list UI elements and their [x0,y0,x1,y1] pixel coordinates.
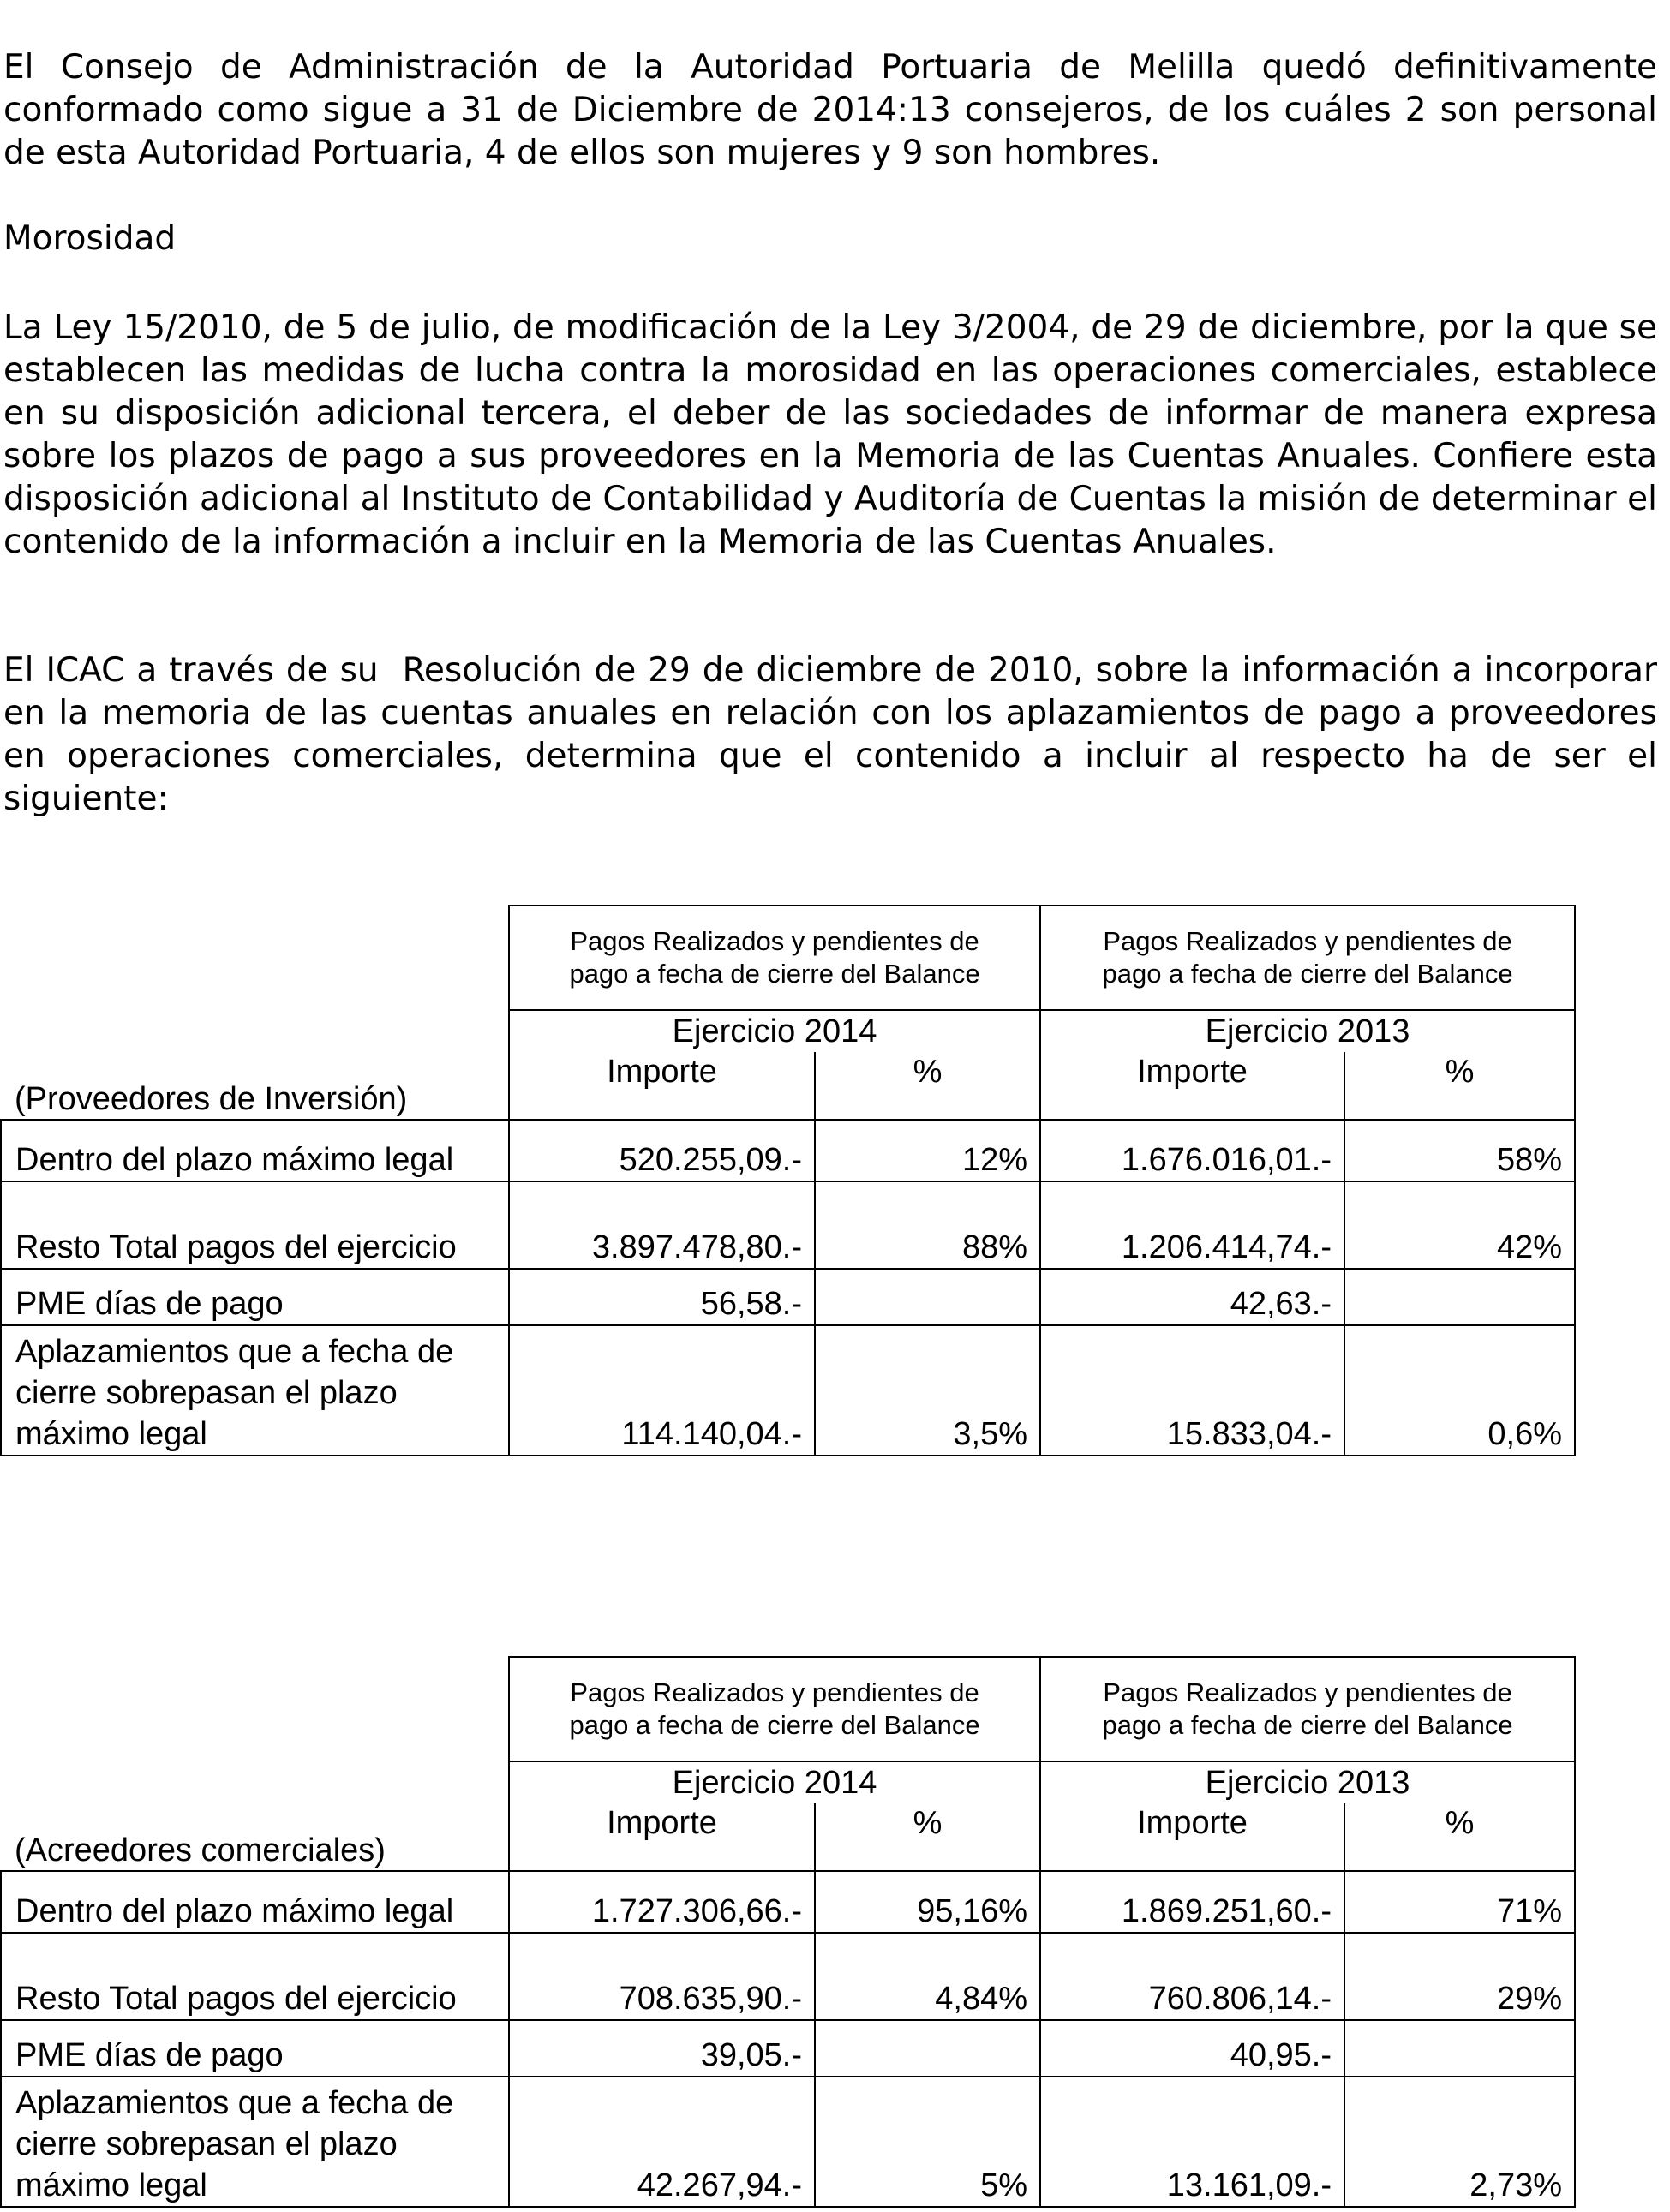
pct-header-2014: % [815,1803,1040,1871]
row-label: Dentro del plazo máximo legal [1,1871,509,1933]
row-label: PME días de pago [1,2020,509,2077]
importe-2014: 56,58.- [509,1269,815,1325]
pct-2014: 3,5% [815,1325,1040,1456]
pct-header-2013: % [1344,1803,1575,1871]
table-row [1,1120,1575,1181]
pct-2014: 88% [815,1181,1040,1269]
importe-2014: 3.897.478,80.- [509,1181,815,1269]
pagos-header-2013: Pagos Realizados y pendientes de pago a fecha de cierre del Balance [1040,906,1575,1010]
paragraph-consejo: El Consejo de Administración de la Autoridad Portuaria de Melilla quedó definitivamente conformado como sigue a 31 de Diciembre de 2014:13 consejeros, de los cuáles 2 son personal de esta Autoridad Portuaria, 4 de ellos son mujeres y 9 son hombres. [3,48,1668,172]
pct-2014 [815,1269,1040,1325]
importe-2013: 1.676.016,01.- [1040,1120,1344,1181]
row-label: Resto Total pagos del ejercicio [1,1933,509,2020]
importe-2014: 520.255,09.- [509,1120,815,1181]
pagos-header-2014: Pagos Realizados y pendientes de pago a fecha de cierre del Balance [509,1657,1040,1761]
ejercicio-2014-label: Ejercicio 2014 [509,1010,1040,1052]
table-row [1,1871,1575,1933]
pct-2013: 2,73% [1344,2077,1575,2207]
importe-2013: 13.161,09.- [1040,2077,1344,2207]
importe-header-2014: Importe [509,1052,815,1120]
ejercicio-2013-label: Ejercicio 2013 [1040,1761,1575,1803]
pct-header-2013: % [1344,1052,1575,1120]
importe-2013: 760.806,14.- [1040,1933,1344,2020]
importe-2014: 1.727.306,66.- [509,1871,815,1933]
importe-2014: 39,05.- [509,2020,815,2077]
row-label: Resto Total pagos del ejercicio [1,1181,509,1269]
importe-2013: 42,63.- [1040,1269,1344,1325]
pagos-header-2014: Pagos Realizados y pendientes de pago a fecha de cierre del Balance [509,906,1040,1010]
importe-header-2014: Importe [509,1803,815,1871]
row-label: Aplazamientos que a fecha de cierre sobrepasan el plazo máximo legal [1,2077,509,2207]
pct-2014: 4,84% [815,1933,1040,2020]
importe-2014: 708.635,90.- [509,1933,815,2020]
section-label: (Acreedores comerciales) [1,1803,509,1871]
section-label: (Proveedores de Inversión) [1,1052,509,1120]
pagos-header-2013: Pagos Realizados y pendientes de pago a fecha de cierre del Balance [1040,1657,1575,1761]
table-row [1,2020,1575,2077]
paragraph-icac: El ICAC a través de su Resolución de 29 de diciembre de 2010, sobre la información a incorporar en la memoria de las cuentas anuales en relación con los aplazamientos de pago a proveedores en operaciones comerciales, determina que el contenido a incluir al respecto ha de ser el siguiente: [3,651,1668,818]
table-row [1,1269,1575,1325]
heading-morosidad: Morosidad [3,219,177,258]
row-label: Aplazamientos que a fecha de cierre sobrepasan el plazo máximo legal [1,1325,509,1456]
table-row [1,2077,1575,2207]
importe-2013: 40,95.- [1040,2020,1344,2077]
pct-2013: 58% [1344,1120,1575,1181]
table-row [1,1181,1575,1269]
importe-2013: 15.833,04.- [1040,1325,1344,1456]
importe-header-2013: Importe [1040,1052,1344,1120]
paragraph-ley: La Ley 15/2010, de 5 de julio, de modificación de la Ley 3/2004, de 29 de diciembre, por la que se establecen las medidas de lucha contra la morosidad en las operaciones comerciales, establece en su disposición adicional tercera, el deber de las sociedades de informar de manera expresa sobre los plazos de pago a sus proveedores en la Memoria de las Cuentas Anuales. Confiere esta disposición adicional al Instituto de Contabilidad y Auditoría de Cuentas la misión de determinar el contenido de la información a incluir en la Memoria de las Cuentas Anuales. [3,308,1668,561]
importe-2014: 114.140,04.- [509,1325,815,1456]
pct-2013: 29% [1344,1933,1575,2020]
importe-header-2013: Importe [1040,1803,1344,1871]
table-acreedores-comerciales [0,1656,1576,2208]
importe-2013: 1.206.414,74.- [1040,1181,1344,1269]
ejercicio-2013-label: Ejercicio 2013 [1040,1010,1575,1052]
ejercicio-2014-label: Ejercicio 2014 [509,1761,1040,1803]
pct-header-2014: % [815,1052,1040,1120]
pct-2013: 71% [1344,1871,1575,1933]
pct-2013 [1344,2020,1575,2077]
table-row [1,1325,1575,1456]
row-label: Dentro del plazo máximo legal [1,1120,509,1181]
pct-2013 [1344,1269,1575,1325]
pct-2013: 42% [1344,1181,1575,1269]
pct-2014: 5% [815,2077,1040,2207]
pct-2014: 12% [815,1120,1040,1181]
importe-2013: 1.869.251,60.- [1040,1871,1344,1933]
pct-2014: 95,16% [815,1871,1040,1933]
pct-2014 [815,2020,1040,2077]
table-proveedores-inversion [0,905,1576,1456]
importe-2014: 42.267,94.- [509,2077,815,2207]
pct-2013: 0,6% [1344,1325,1575,1456]
row-label: PME días de pago [1,1269,509,1325]
table-row [1,1933,1575,2020]
